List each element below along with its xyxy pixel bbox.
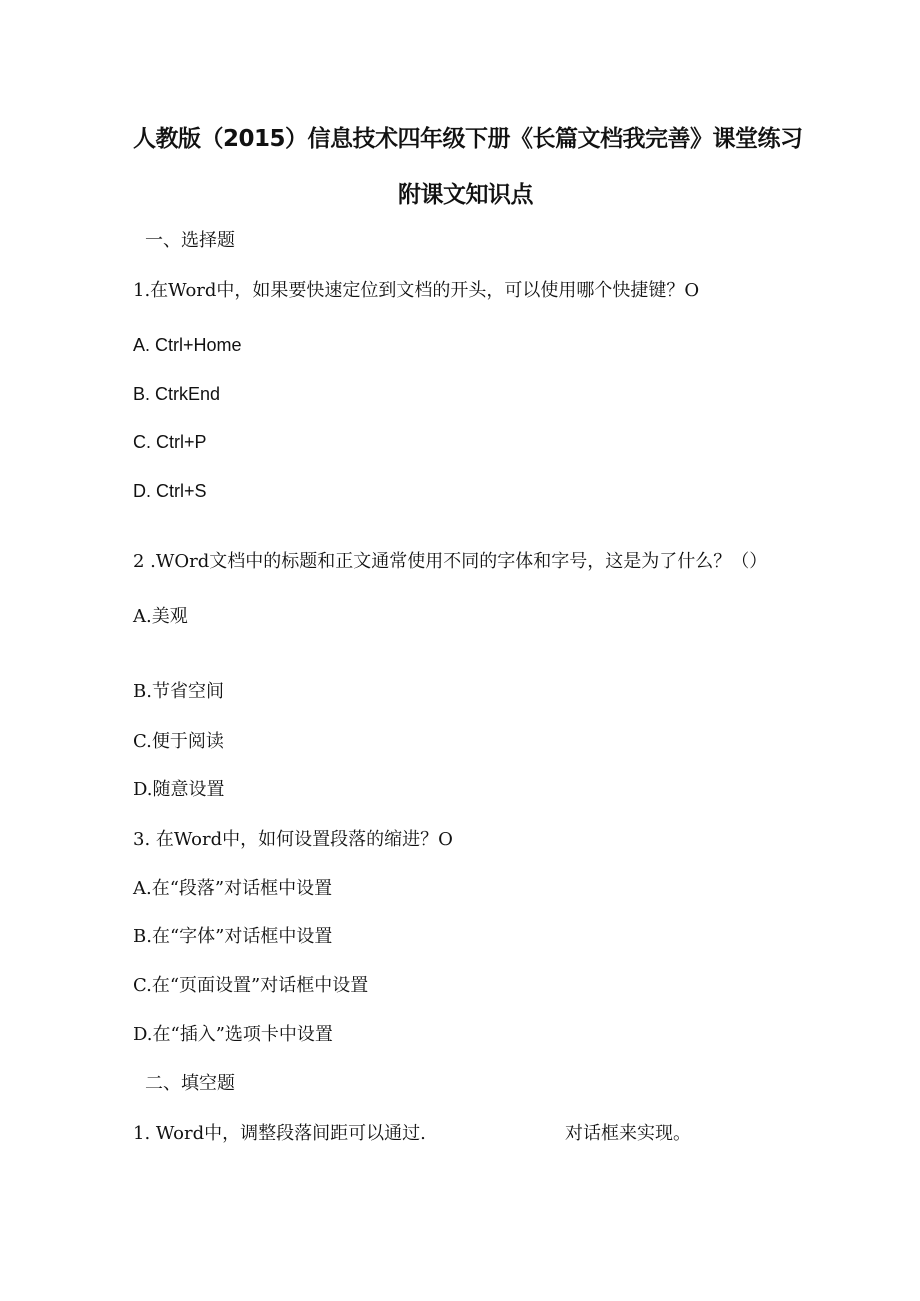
question-3-option-d: D.在“插入”选项卡中设置	[133, 1024, 333, 1045]
section-heading-choice: 一、选择题	[145, 230, 235, 251]
question-3-option-b: B.在“字体”对话框中设置	[133, 926, 333, 947]
question-2-option-c: C.便于阅读	[133, 731, 224, 752]
question-3-option-a: A.在“段落”对话框中设置	[133, 878, 333, 899]
question-2-option-b: B.节省空间	[133, 681, 224, 702]
question-1-stem: 1.在Word中，如果要快速定位到文档的开头，可以使用哪个快捷键？O	[133, 280, 700, 301]
fill-item-1-prefix: 1. Word中，调整段落间距可以通过.	[133, 1123, 426, 1144]
question-1-option-c: C. Ctrl+P	[133, 432, 207, 452]
question-3-stem: 3. 在Word中，如何设置段落的缩进？O	[133, 829, 453, 850]
section-heading-fill: 二、填空题	[145, 1073, 235, 1094]
question-1-option-b: B. CtrkEnd	[133, 384, 221, 404]
question-1-option-d: D. Ctrl+S	[133, 481, 207, 501]
document-title-line1: 人教版（2015）信息技术四年级下册《长篇文档我完善》课堂练习	[133, 126, 803, 152]
question-2-option-d: D.随意设置	[133, 779, 225, 800]
question-2-option-a: A.美观	[133, 606, 188, 627]
question-2-stem: 2 .WOrd文档中的标题和正文通常使用不同的字体和字号，这是为了什么？（）	[133, 551, 768, 572]
document-title-line2: 附课文知识点	[398, 182, 533, 208]
question-3-option-c: C.在“页面设置”对话框中设置	[133, 975, 369, 996]
fill-item-1-suffix: 对话框来实现。	[565, 1123, 691, 1144]
question-1-option-a: A. Ctrl+Home	[133, 335, 242, 355]
